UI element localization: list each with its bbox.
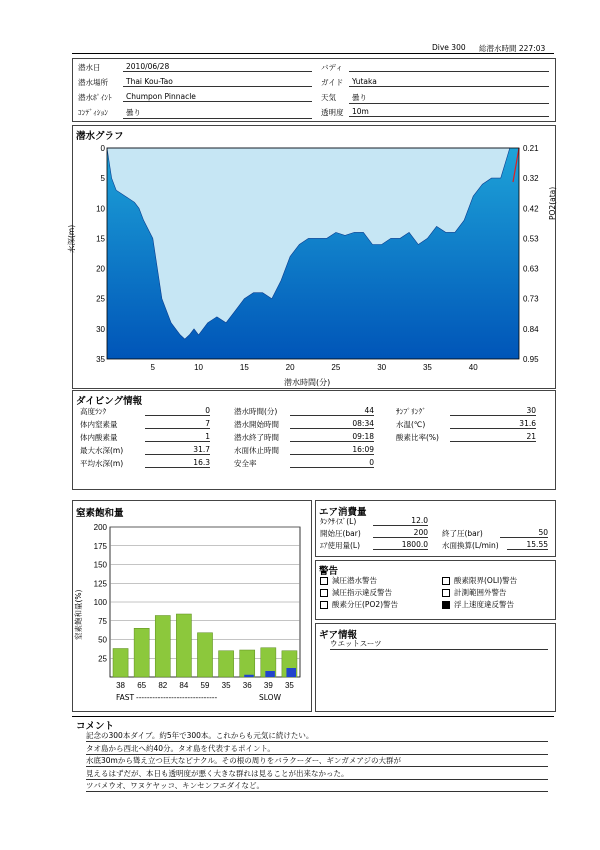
y2-tick-label: 0.32 bbox=[523, 174, 539, 184]
nitrogen-bar bbox=[240, 650, 255, 677]
warning-label: 浮上速度違反警告 bbox=[454, 600, 514, 609]
warning-label: 酸素分圧(PO2)警告 bbox=[332, 600, 399, 609]
total-dive-time: 総潜水時間 227:03 bbox=[479, 44, 546, 53]
place-label: 潜水場所 bbox=[78, 78, 108, 87]
diving-col2-label: 安全率 bbox=[234, 459, 257, 468]
warning-label: 計測範囲外警告 bbox=[454, 588, 507, 597]
warning-item bbox=[320, 599, 398, 610]
diving-col1-value: 7 bbox=[145, 419, 210, 429]
place-value: Thai Kou-Tao bbox=[123, 77, 312, 87]
comment-line: ツバメウオ、ワヌケヤッコ、キンセンフエダイなど。 bbox=[86, 780, 548, 792]
x-tick-label: 15 bbox=[239, 363, 249, 372]
condition-label: ｺﾝﾃﾞｨｼｮﾝ bbox=[78, 108, 108, 117]
buddy-label: バディ bbox=[321, 63, 343, 72]
end-pressure-value: 50 bbox=[500, 528, 548, 538]
guide-label: ガイド bbox=[321, 78, 344, 87]
oxygen-bar bbox=[265, 671, 275, 677]
visibility-label: 透明度 bbox=[321, 108, 344, 117]
warning-checkbox bbox=[442, 601, 450, 609]
air-used-value: 1800.0 bbox=[373, 540, 428, 550]
y-tick-label: 25 bbox=[96, 294, 105, 304]
fast-slow-dashes: ------------------------------ bbox=[136, 693, 218, 702]
nitrogen-bar bbox=[197, 633, 212, 677]
comment-line: 水底30mから聳え立つ巨大なピナクル。その根の周りをバラクーダー、ギンガメアジの大群が bbox=[86, 755, 548, 767]
bar-category-label: 38 bbox=[116, 681, 126, 690]
diving-col3-value: 21 bbox=[450, 432, 536, 442]
diving-col1-value: 1 bbox=[145, 432, 210, 442]
warning-checkbox bbox=[320, 589, 328, 597]
slow-label: SLOW bbox=[259, 693, 281, 702]
diving-col3-label: 酸素比率(%) bbox=[396, 433, 439, 442]
tank-size-value: 12.0 bbox=[373, 516, 428, 526]
dive-profile-chart bbox=[72, 140, 554, 388]
weather-label: 天気 bbox=[321, 93, 336, 102]
bar-y-tick-label: 50 bbox=[98, 635, 107, 645]
warning-item bbox=[442, 599, 514, 610]
end-pressure-label: 終了圧(bar) bbox=[442, 529, 483, 538]
diving-col1-label: 平均水深(m) bbox=[80, 459, 124, 468]
diving-col2-value: 0 bbox=[290, 458, 374, 468]
y2-tick-label: 0.84 bbox=[523, 324, 539, 334]
bar-y-tick-label: 175 bbox=[93, 541, 107, 551]
diving-col3-label: ｻﾝﾌﾟﾘﾝｸﾞ bbox=[396, 407, 426, 416]
diving-col1-label: 体内酸素量 bbox=[80, 433, 118, 442]
x-tick-label: 30 bbox=[377, 363, 387, 372]
diving-col1-label: 体内窒素量 bbox=[80, 420, 118, 429]
diving-col3-label: 水温(℃) bbox=[396, 420, 426, 429]
bar-y-tick-label: 25 bbox=[98, 654, 107, 664]
diving-col1-label: 高度ﾗﾝｸ bbox=[80, 407, 107, 416]
diving-info-title: ダイビング情報 bbox=[76, 396, 143, 407]
x-tick-label: 25 bbox=[331, 363, 341, 372]
diving-col2-label: 潜水開始時間 bbox=[234, 420, 279, 429]
y-axis-label: 水深(m) bbox=[67, 224, 76, 253]
warning-item bbox=[320, 575, 377, 586]
warning-label: 減圧潜水警告 bbox=[332, 576, 377, 585]
visibility-value: 10m bbox=[349, 107, 549, 117]
dive-graph-title: 潜水グラフ bbox=[76, 131, 124, 142]
air-used-label: ｴｱ使用量(L) bbox=[320, 541, 361, 550]
warning-item bbox=[442, 587, 507, 598]
y2-tick-label: 0.95 bbox=[523, 355, 539, 364]
x-tick-label: 5 bbox=[150, 363, 156, 372]
tank-size-label: ﾀﾝｸｻｲｽﾞ(L) bbox=[320, 517, 357, 526]
point-value: Chumpon Pinnacle bbox=[123, 92, 312, 102]
bar-category-label: 35 bbox=[284, 681, 294, 690]
y2-tick-label: 0.42 bbox=[523, 204, 539, 214]
nitrogen-bar bbox=[176, 614, 191, 677]
top-rule bbox=[72, 53, 554, 54]
x-tick-label: 35 bbox=[422, 363, 432, 372]
comment-line: 見えるはずだが、本日も透明度が悪く大きな群れは見ることが出来なかった。 bbox=[86, 768, 548, 780]
bar-category-label: 65 bbox=[137, 681, 147, 690]
y-tick-label: 10 bbox=[96, 204, 105, 214]
bar-category-label: 36 bbox=[242, 681, 252, 690]
x-tick-label: 10 bbox=[194, 363, 204, 372]
date-value: 2010/06/28 bbox=[123, 62, 312, 72]
y2-tick-label: 0.21 bbox=[523, 144, 539, 153]
nitrogen-bar bbox=[155, 616, 170, 678]
diving-col3-value: 31.6 bbox=[450, 419, 536, 429]
weather-value: 曇り bbox=[349, 92, 549, 104]
bar-category-label: 59 bbox=[200, 681, 210, 690]
warning-label: 減圧指示違反警告 bbox=[332, 588, 392, 597]
diving-col2-value: 16:09 bbox=[290, 445, 374, 455]
info-block bbox=[72, 58, 556, 122]
x-tick-label: 40 bbox=[468, 363, 478, 372]
bar-category-label: 35 bbox=[221, 681, 231, 690]
bar-y-tick-label: 200 bbox=[93, 523, 107, 532]
warning-item bbox=[442, 575, 517, 586]
x-tick-label: 20 bbox=[285, 363, 295, 372]
diving-col1-value: 16.3 bbox=[145, 458, 210, 468]
guide-value: Yutaka bbox=[349, 77, 549, 87]
comment-line: 記念の300本ダイブ。約5年で300本。これからも元気に続けたい。 bbox=[86, 730, 548, 742]
condition-value: 曇り bbox=[123, 107, 312, 119]
gear-title: ギア情報 bbox=[319, 630, 358, 641]
start-pressure-label: 開始圧(bar) bbox=[320, 529, 361, 538]
warning-title: 警告 bbox=[319, 566, 339, 577]
warning-checkbox bbox=[320, 577, 328, 585]
y2-tick-label: 0.53 bbox=[523, 234, 539, 244]
fast-label: FAST bbox=[116, 693, 135, 702]
warning-label: 酸素限界(OLI)警告 bbox=[454, 576, 518, 585]
bar-y-tick-label: 125 bbox=[93, 579, 107, 589]
date-label: 潜水日 bbox=[78, 63, 101, 72]
warning-checkbox bbox=[320, 601, 328, 609]
y-tick-label: 0 bbox=[100, 144, 105, 153]
diving-col1-value: 0 bbox=[145, 406, 210, 416]
comment-line: タオ島から西北へ約40分。タオ島を代表するポイント。 bbox=[86, 743, 548, 755]
start-pressure-value: 200 bbox=[373, 528, 428, 538]
air-title: エア消費量 bbox=[319, 507, 367, 518]
diving-col3-value: 30 bbox=[450, 406, 536, 416]
comment-rule bbox=[72, 716, 554, 717]
warning-checkbox bbox=[442, 589, 450, 597]
y-tick-label: 30 bbox=[96, 324, 105, 334]
dive-number: Dive 300 bbox=[432, 43, 466, 52]
diving-col2-label: 潜水終了時間 bbox=[234, 433, 279, 442]
warning-item bbox=[320, 587, 392, 598]
warning-checkbox bbox=[442, 577, 450, 585]
x-axis-label: 潜水時間(分) bbox=[284, 378, 331, 387]
y2-tick-label: 0.73 bbox=[523, 294, 539, 304]
bar-category-label: 82 bbox=[158, 681, 168, 690]
y-tick-label: 5 bbox=[100, 174, 105, 184]
nitrogen-bar bbox=[113, 649, 128, 678]
diving-col2-value: 44 bbox=[290, 406, 374, 416]
y2-axis-label: PO2(ata) bbox=[548, 186, 557, 220]
nitrogen-title: 窒素飽和量 bbox=[76, 508, 124, 519]
gear-text: ウエットスーツ bbox=[330, 638, 548, 650]
bar-y-tick-label: 100 bbox=[93, 598, 107, 607]
nitrogen-bar-chart bbox=[72, 515, 310, 710]
y2-tick-label: 0.63 bbox=[523, 264, 539, 274]
bar-category-label: 39 bbox=[263, 681, 273, 690]
diving-col2-label: 水面休止時間 bbox=[234, 446, 279, 455]
nitrogen-bar bbox=[134, 628, 149, 677]
surface-rate-value: 15.55 bbox=[507, 540, 548, 550]
bar-category-label: 84 bbox=[179, 681, 189, 690]
y-tick-label: 20 bbox=[96, 264, 105, 274]
nitrogen-y-label: 窒素飽和量(%) bbox=[74, 589, 83, 640]
bar-y-tick-label: 75 bbox=[98, 616, 107, 626]
surface-rate-label: 水面換算(L/min) bbox=[442, 541, 499, 550]
oxygen-bar bbox=[286, 668, 296, 677]
diving-col2-label: 潜水時間(分) bbox=[234, 407, 278, 416]
diving-col2-value: 09:18 bbox=[290, 432, 374, 442]
oxygen-bar bbox=[244, 675, 254, 677]
nitrogen-bar bbox=[219, 651, 234, 677]
y-tick-label: 15 bbox=[96, 234, 105, 244]
y-tick-label: 35 bbox=[96, 355, 105, 364]
diving-col1-value: 31.7 bbox=[145, 445, 210, 455]
point-label: 潜水ﾎﾟｲﾝﾄ bbox=[78, 93, 112, 102]
buddy-value bbox=[349, 62, 549, 72]
bar-y-tick-label: 150 bbox=[93, 560, 107, 570]
diving-col2-value: 08:34 bbox=[290, 419, 374, 429]
comment-title: コメント bbox=[76, 721, 115, 732]
diving-col1-label: 最大水深(m) bbox=[80, 446, 124, 455]
